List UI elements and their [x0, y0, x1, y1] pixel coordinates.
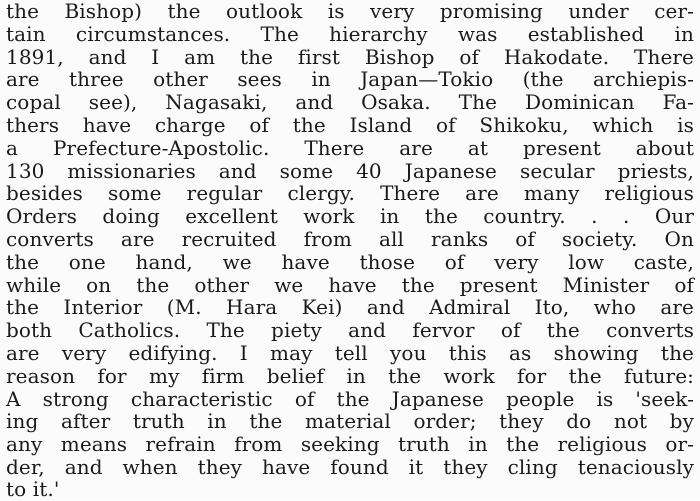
text-line-16: are very edifying. I may tell you this as showing the [6, 341, 694, 365]
text-line-15: both Catholics. The piety and fervor of the converts [6, 318, 694, 343]
text-line-21: der, and when they have found it they cling tenaciously [6, 455, 694, 479]
text-line-3: 1891, and I am the first Bishop of Hakodate. There [6, 44, 694, 69]
text-line-18: A strong characteristic of the Japanese people is 'seek- [6, 386, 694, 411]
text-line-14: the Interior (M. Hara Kei) and Admiral Ito, who are [6, 295, 694, 320]
text-line-9: besides some regular clergy. There are many religious [6, 181, 694, 206]
text-line-1: the Bishop) the outlook is very promising under cer- [6, 0, 694, 23]
text-line-13: while on the other we have the present Minister of [6, 272, 694, 297]
text-line-2: tain circumstances. The hierarchy was established in [6, 21, 694, 46]
text-line-19: ing after truth in the material order; they do not by [6, 409, 694, 434]
text-line-7: a Prefecture-Apostolic. There are at present about [6, 135, 694, 160]
text-line-11: converts are recruited from all ranks of society. On [6, 227, 694, 251]
text-line-22: to it.' [6, 477, 60, 501]
text-line-12: the one hand, we have those of very low caste, [6, 249, 694, 274]
text-line-6: thers have charge of the Island of Shikoku, which is [6, 113, 694, 137]
text-line-4: are three other sees in Japan—Tokio (the archiepis- [6, 67, 694, 92]
text-line-20: any means refrain from seeking truth in the religious or- [6, 432, 694, 457]
text-line-10: Orders doing excellent work in the country. . . Our [6, 204, 694, 229]
text-line-17: reason for my firm belief in the work for the future: [6, 363, 694, 388]
text-line-8: 130 missionaries and some 40 Japanese secular priests, [6, 158, 694, 183]
text-line-5: copal see), Nagasaki, and Osaka. The Dominican Fa- [6, 90, 694, 115]
